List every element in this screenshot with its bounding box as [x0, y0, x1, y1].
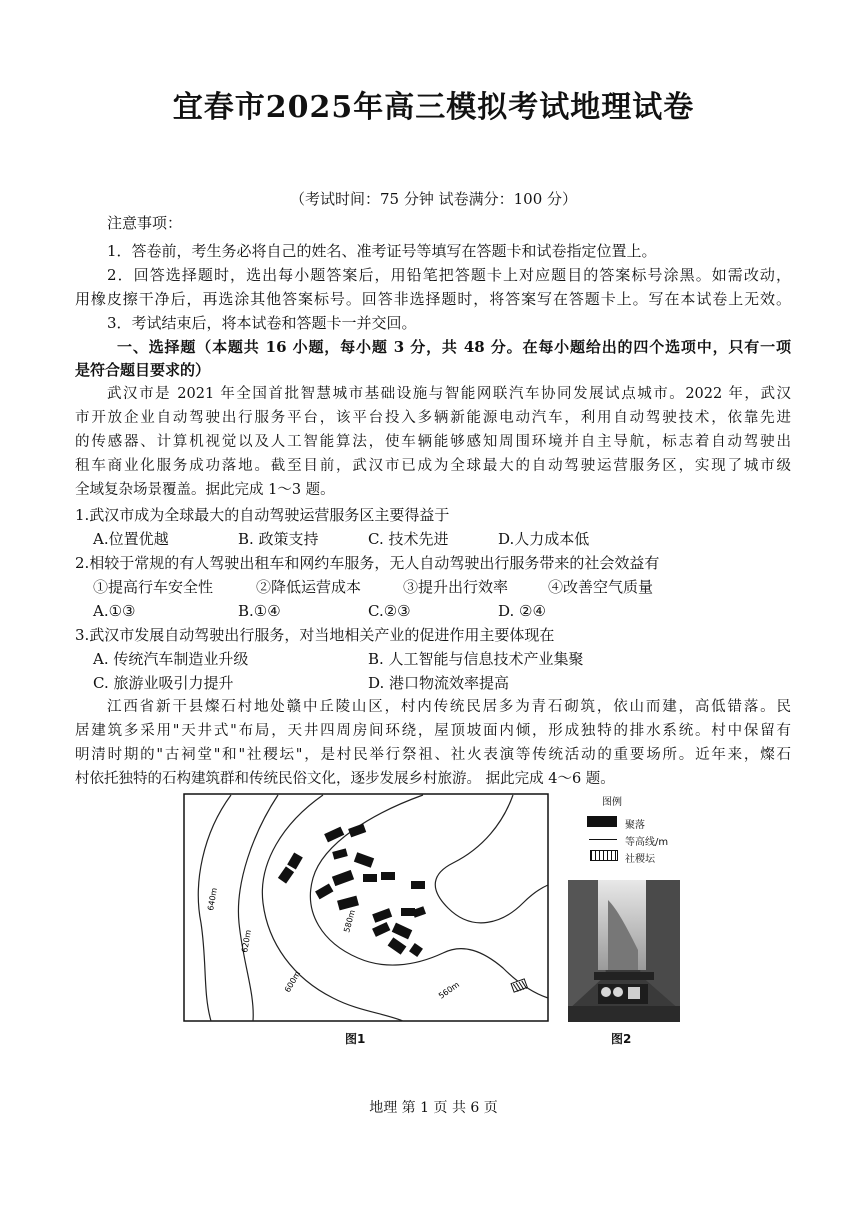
notice-item-1: 1．答卷前，考生务必将自己的姓名、准考证号等填写在答题卡和试卷指定位置上。 [107, 242, 657, 260]
q3-option-a: A. 传统汽车制造业升级 [93, 650, 249, 668]
legend-altar-label: 社稷坛 [625, 854, 655, 865]
q2-option-b: B.①④ [238, 602, 281, 620]
notice-heading: 注意事项： [107, 214, 183, 232]
section1-heading: 一、选择题（本题共 16 小题，每小题 3 分，共 48 分。在每小题给出的四个选项中，只有一项 [117, 338, 791, 356]
q1-option-b: B. 政策支持 [238, 530, 319, 548]
figure1-caption: 图1 [345, 1032, 366, 1046]
q2-stem: 2.相较于常规的有人驾驶出租车和网约车服务，无人自动驾驶出行服务带来的社会效益有 [75, 554, 660, 572]
q3-option-c: C. 旅游业吸引力提升 [93, 674, 234, 692]
q2-option-d: D. ②④ [498, 602, 546, 620]
figure2-caption: 图2 [611, 1032, 632, 1046]
passage1-line-4: 租车商业化服务成功落地。截至目前，武汉市已成为全球最大的自动驾驶运营服务区，实现了城市级 [75, 458, 791, 474]
contour-label-560: 560m [436, 980, 462, 1001]
exam-info: （考试时间：75 分钟 试卷满分：100 分） [289, 190, 578, 208]
legend-contour-label: 等高线/m [625, 837, 669, 848]
passage2-line-1: 江西省新干县燦石村地处赣中丘陵山区，村内传统民居多为青石砌筑，依山而建，高低错落。民 [107, 699, 791, 715]
q2-statement-2: ②降低运营成本 [256, 578, 362, 596]
passage1-line-2: 市开放企业自动驾驶出行服务平台，该平台投入多辆新能源电动汽车，利用自动驾驶技术，依靠先进 [75, 410, 791, 426]
q2-statement-1: ①提高行车安全性 [93, 578, 214, 596]
notice-item-3: 3．考试结束后，将本试卷和答题卡一并交回。 [107, 314, 417, 332]
notice-item-2-cont: 用橡皮擦干净后，再选涂其他答案标号。回答非选择题时，将答案写在答题卡上。写在本试卷上无效。 [75, 290, 791, 308]
legend-altar-swatch [590, 850, 618, 861]
legend-contour-swatch [589, 839, 617, 840]
passage1-line-5: 全域复杂场景覆盖。据此完成 1～3 题。 [75, 482, 335, 498]
figure1-contour-map [183, 793, 549, 1022]
q3-stem: 3.武汉市发展自动驾驶出行服务，对当地相关产业的促进作用主要体现在 [75, 626, 555, 644]
section1-heading-cont: 是符合题目要求的） [75, 361, 211, 379]
passage2-line-4: 村依托独特的石构建筑群和传统民俗文化，逐步发展乡村旅游。 据此完成 4～6 题。 [75, 771, 615, 787]
figure2-photo [568, 880, 680, 1022]
contour-label-640: 640m [206, 887, 219, 912]
contour-label-580: 580m [342, 908, 357, 934]
page-footer: 地理 第 1 页 共 6 页 [369, 1100, 498, 1116]
passage2-line-3: 明清时期的"古祠堂"和"社稷坛"，是村民举行祭祖、社火表演等传统活动的重要场所。近年来，燦石 [75, 747, 791, 763]
passage1-line-3: 的传感器、计算机视觉以及人工智能算法，使车辆能够感知周围环境并自主导航，标志着自动驾驶出 [75, 434, 791, 450]
q2-statement-3: ③提升出行效率 [403, 578, 509, 596]
q3-option-b: B. 人工智能与信息技术产业集聚 [368, 650, 584, 668]
legend-title: 图例 [602, 797, 622, 808]
notice-item-2: 2．回答选择题时，选出每小题答案后，用铅笔把答题卡上对应题目的答案标号涂黑。如需改动， [107, 266, 791, 284]
q2-statement-4: ④改善空气质量 [548, 578, 654, 596]
contour-label-620: 620m [240, 929, 253, 954]
q1-stem: 1.武汉市成为全球最大的自动驾驶运营服务区主要得益于 [75, 506, 450, 524]
q1-option-c: C. 技术先进 [368, 530, 449, 548]
q1-option-d: D.人力成本低 [498, 530, 590, 548]
q2-option-c: C.②③ [368, 602, 411, 620]
q1-option-a: A.位置优越 [93, 530, 169, 548]
passage1-line-1: 武汉市是 2021 年全国首批智慧城市基础设施与智能网联汽车协同发展试点城市。2022 年，武汉 [107, 386, 791, 402]
q2-option-a: A.①③ [93, 602, 136, 620]
exam-title: 宜春市2025年高三模拟考试地理试卷 [172, 90, 695, 125]
contour-label-600: 600m [282, 969, 303, 994]
q3-option-d: D. 港口物流效率提高 [368, 674, 510, 692]
legend-settlement-swatch [587, 816, 617, 827]
legend-settlement-label: 聚落 [625, 820, 645, 831]
passage2-line-2: 居建筑多采用"天井式"布局，天井四周房间环绕，屋顶坡面内倾，形成独特的排水系统。村中保留有 [75, 723, 791, 739]
